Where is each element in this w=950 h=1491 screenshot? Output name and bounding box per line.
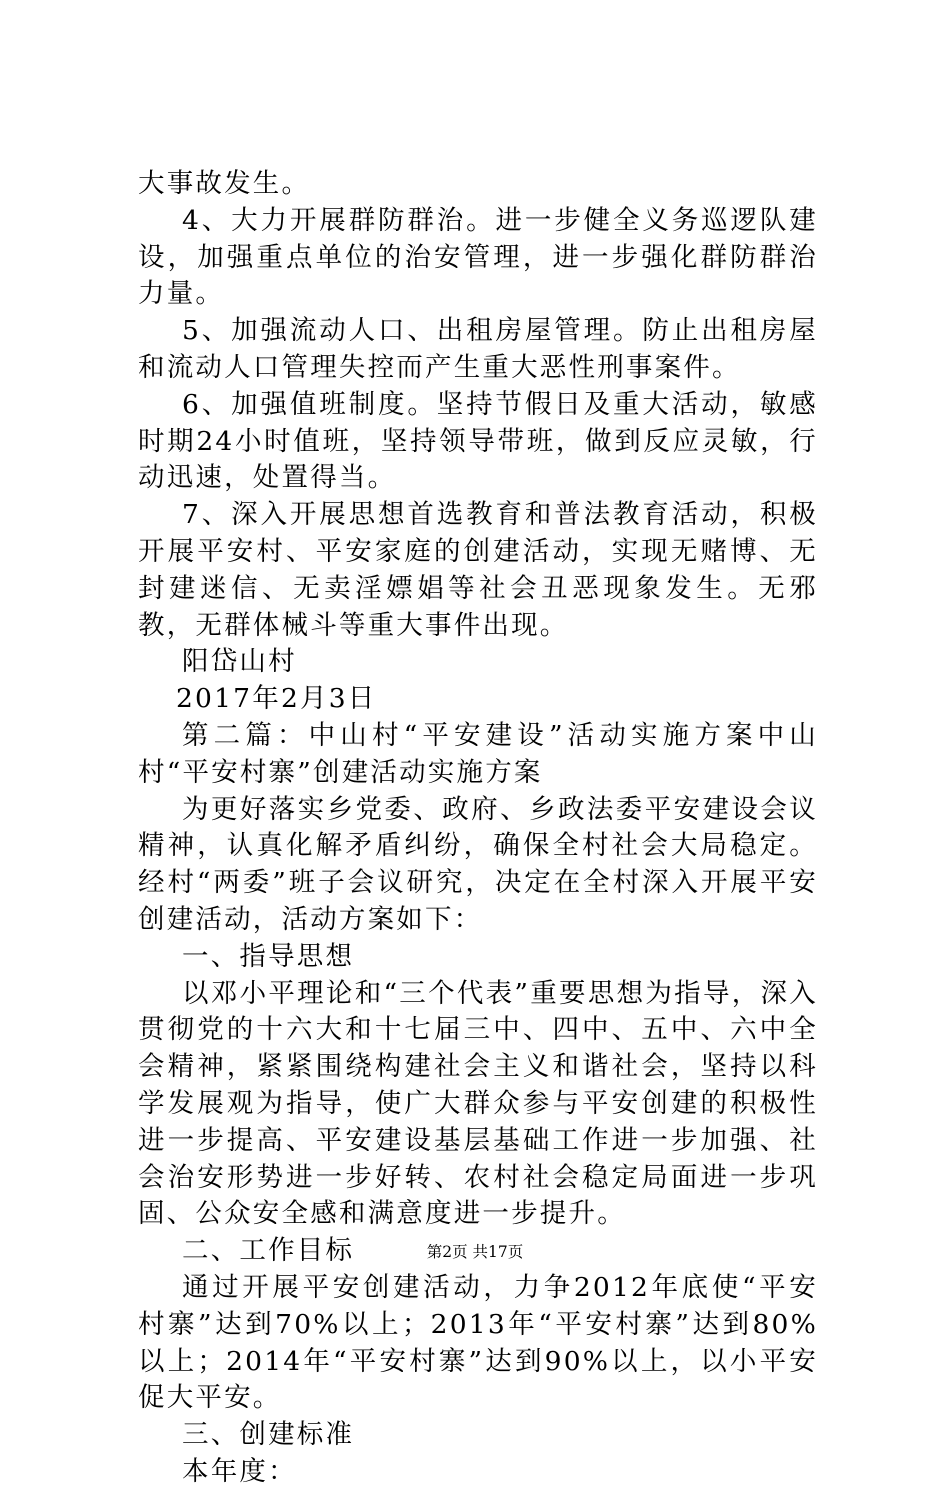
section-heading-part-two: 第二篇：中山村“平安建设”活动实施方案中山村“平安村寨”创建活动实施方案: [138, 719, 818, 788]
signature-date: 2017年2月3日: [176, 683, 377, 715]
paragraph-item-5: 5、加强流动人口、出租房屋管理。防止出租房屋和流动人口管理失控而产生重大恶性刑事案件。: [138, 315, 818, 383]
heading-work-goals: 二、工作目标: [182, 1235, 355, 1267]
paragraph-item-4: 4、大力开展群防群治。进一步健全义务巡逻队建设，加强重点单位的治安管理，进一步强化群防群治力量。: [138, 204, 818, 310]
paragraph-item-7: 7、深入开展思想首选教育和普法教育活动，积极开展平安村、平安家庭的创建活动，实现无赌博、无封建迷信、无卖淫嫖娼等社会丑恶现象发生。无邪教，无群体械斗等重大事件出现。: [138, 499, 818, 641]
paragraph-work-goals: 通过开展平安创建活动，力争2012年底使“平安村寨”达到70%以上；2013年“平安村寨”达到80%以上；2014年“平安村寨”达到90%以上，以小平安促大平安。: [138, 1271, 818, 1414]
document-body: [138, 166, 818, 1491]
page-number-footer: 第2页 共17页: [426, 1243, 524, 1261]
signature-village: 阳岱山村: [182, 646, 297, 678]
paragraph-continuation: 大事故发生。: [138, 168, 311, 199]
paragraph-this-year: 本年度：: [182, 1455, 297, 1487]
heading-standards: 三、创建标准: [182, 1419, 355, 1451]
paragraph-item-6: 6、加强值班制度。坚持节假日及重大活动，敏感时期24小时值班，坚持领导带班，做到反应灵敏，行动迅速，处置得当。: [138, 388, 818, 494]
heading-guiding-thought: 一、指导思想: [182, 940, 355, 972]
paragraph-guiding-thought: 以邓小平理论和“三个代表”重要思想为指导，深入贯彻党的十六大和十七届三中、四中、五中、六中全会精神，紧紧围绕构建社会主义和谐社会，坚持以科学发展观为指导，使广大群众参与平安创建的积极性进一步提高、平安建设基层基础工作进一步加强、社会治安形势进一步好转、农村社会稳定局面进一步巩固、公众安全感和满意度进一步提升。: [138, 977, 818, 1230]
paragraph-intro: 为更好落实乡党委、政府、乡政法委平安建设会议精神，认真化解矛盾纠纷，确保全村社会大局稳定。经村“两委”班子会议研究，决定在全村深入开展平安创建活动，活动方案如下：: [138, 793, 818, 935]
